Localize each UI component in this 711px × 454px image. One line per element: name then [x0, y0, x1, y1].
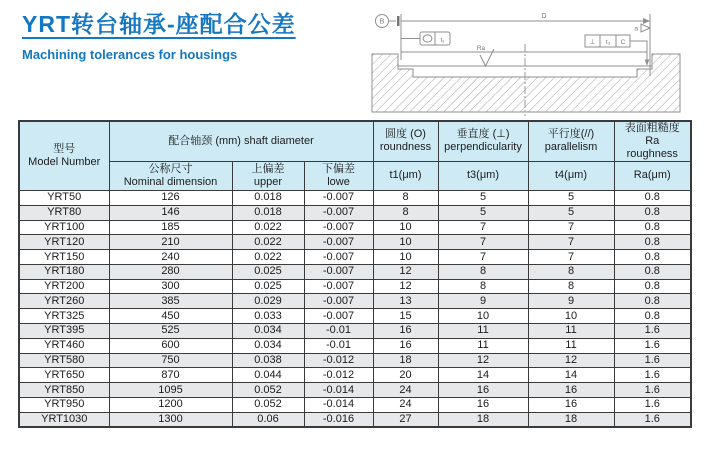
model-cell: YRT580 — [19, 353, 109, 368]
col-header-model: 型号 Model Number — [19, 121, 109, 190]
value-cell: 16 — [438, 383, 528, 398]
value-cell: 0.052 — [232, 398, 304, 413]
value-cell: 10 — [373, 235, 438, 250]
value-cell: 0.8 — [614, 220, 691, 235]
value-cell: 0.044 — [232, 368, 304, 383]
value-cell: -0.007 — [304, 250, 373, 265]
value-cell: 8 — [528, 279, 614, 294]
value-cell: 1300 — [109, 412, 232, 427]
model-cell: YRT325 — [19, 309, 109, 324]
value-cell: 7 — [438, 220, 528, 235]
value-cell: 10 — [438, 309, 528, 324]
value-cell: -0.014 — [304, 383, 373, 398]
svg-text:t₁: t₁ — [440, 37, 445, 44]
value-cell: 11 — [438, 324, 528, 339]
value-cell: 0.034 — [232, 324, 304, 339]
col-header-t1-unit: t1(μm) — [373, 161, 438, 190]
value-cell: 185 — [109, 220, 232, 235]
value-cell: 18 — [438, 412, 528, 427]
value-cell: -0.012 — [304, 368, 373, 383]
table-row — [19, 368, 691, 383]
value-cell: 0.022 — [232, 220, 304, 235]
value-cell: 7 — [528, 235, 614, 250]
model-cell: YRT850 — [19, 383, 109, 398]
value-cell: -0.007 — [304, 220, 373, 235]
table-row — [19, 235, 691, 250]
value-cell: 10 — [373, 220, 438, 235]
table-row — [19, 220, 691, 235]
value-cell: 0.022 — [232, 235, 304, 250]
model-cell: YRT460 — [19, 338, 109, 353]
table-row — [19, 294, 691, 309]
table-row — [19, 383, 691, 398]
value-cell: 16 — [528, 383, 614, 398]
value-cell: 5 — [438, 205, 528, 220]
value-cell: 0.029 — [232, 294, 304, 309]
model-cell: YRT395 — [19, 324, 109, 339]
value-cell: 0.038 — [232, 353, 304, 368]
value-cell: 10 — [528, 309, 614, 324]
col-header-perpendicularity: 垂直度 (⊥) perpendicularity — [438, 121, 528, 161]
value-cell: 5 — [528, 205, 614, 220]
value-cell: -0.01 — [304, 338, 373, 353]
col-header-upper: 上偏差 upper — [232, 161, 304, 190]
value-cell: 126 — [109, 190, 232, 205]
housing-section — [372, 54, 680, 112]
value-cell: -0.007 — [304, 279, 373, 294]
value-cell: 8 — [528, 264, 614, 279]
value-cell: 14 — [528, 368, 614, 383]
table-row — [19, 398, 691, 413]
value-cell: -0.014 — [304, 398, 373, 413]
value-cell: 0.8 — [614, 235, 691, 250]
dimension-tick — [397, 16, 400, 26]
value-cell: 146 — [109, 205, 232, 220]
dimension-arrow — [643, 18, 650, 24]
model-cell: YRT200 — [19, 279, 109, 294]
model-cell: YRT950 — [19, 398, 109, 413]
value-cell: 0.8 — [614, 279, 691, 294]
perpendicularity-symbol-icon: ⊥ — [589, 39, 596, 47]
value-cell: 12 — [528, 353, 614, 368]
datum-flag — [634, 24, 650, 33]
value-cell: 24 — [373, 383, 438, 398]
value-cell: 8 — [438, 264, 528, 279]
table-row — [19, 279, 691, 294]
table-row — [19, 205, 691, 220]
col-header-lower: 下偏差 lowe — [304, 161, 373, 190]
value-cell: 0.8 — [614, 205, 691, 220]
value-cell: 0.025 — [232, 264, 304, 279]
svg-text:t₃: t₃ — [605, 39, 611, 47]
model-cell: YRT260 — [19, 294, 109, 309]
housing-cross-section-drawing — [360, 0, 710, 120]
value-cell: 210 — [109, 235, 232, 250]
table-row — [19, 412, 691, 427]
value-cell: 9 — [438, 294, 528, 309]
model-cell: YRT100 — [19, 220, 109, 235]
model-cell: YRT650 — [19, 368, 109, 383]
model-cell: YRT150 — [19, 250, 109, 265]
col-header-t4-unit: t4(μm) — [528, 161, 614, 190]
value-cell: 11 — [528, 338, 614, 353]
value-cell: 0.8 — [614, 190, 691, 205]
page-title: YRT转台轴承-座配合公差 — [22, 11, 296, 37]
value-cell: -0.007 — [304, 190, 373, 205]
value-cell: 16 — [373, 338, 438, 353]
value-cell: 1.6 — [614, 353, 691, 368]
datum-right-label: a — [634, 25, 638, 33]
value-cell: 1200 — [109, 398, 232, 413]
value-cell: 1.6 — [614, 324, 691, 339]
value-cell: 11 — [438, 338, 528, 353]
value-cell: 1.6 — [614, 412, 691, 427]
value-cell: 13 — [373, 294, 438, 309]
value-cell: 10 — [373, 250, 438, 265]
value-cell: 870 — [109, 368, 232, 383]
value-cell: 12 — [438, 353, 528, 368]
value-cell: 1.6 — [614, 398, 691, 413]
model-cell: YRT180 — [19, 264, 109, 279]
table-row — [19, 353, 691, 368]
value-cell: 18 — [373, 353, 438, 368]
col-header-roughness: 表面粗糙度 Ra roughness — [614, 121, 691, 161]
value-cell: 0.034 — [232, 338, 304, 353]
table-row — [19, 338, 691, 353]
col-header-ra-unit: Ra(μm) — [614, 161, 691, 190]
table-body — [19, 190, 691, 427]
value-cell: 0.018 — [232, 190, 304, 205]
value-cell: 0.8 — [614, 294, 691, 309]
value-cell: 600 — [109, 338, 232, 353]
value-cell: 18 — [528, 412, 614, 427]
value-cell: 14 — [438, 368, 528, 383]
value-cell: 1095 — [109, 383, 232, 398]
title-block — [22, 6, 296, 62]
value-cell: 16 — [373, 324, 438, 339]
value-cell: 0.018 — [232, 205, 304, 220]
value-cell: 11 — [528, 324, 614, 339]
value-cell: 0.025 — [232, 279, 304, 294]
tolerance-frame-roundness — [401, 32, 450, 45]
table-row — [19, 250, 691, 265]
model-cell: YRT80 — [19, 205, 109, 220]
value-cell: 5 — [438, 190, 528, 205]
value-cell: 8 — [373, 190, 438, 205]
col-header-nominal: 公称尺寸 Nominal dimension — [109, 161, 232, 190]
svg-text:C: C — [620, 39, 626, 47]
value-cell: 5 — [528, 190, 614, 205]
value-cell: 27 — [373, 412, 438, 427]
value-cell: 1.6 — [614, 368, 691, 383]
value-cell: 385 — [109, 294, 232, 309]
value-cell: 0.06 — [232, 412, 304, 427]
model-cell: YRT50 — [19, 190, 109, 205]
tolerance-frame-perpendicularity — [585, 35, 649, 66]
table-row — [19, 324, 691, 339]
value-cell: -0.007 — [304, 205, 373, 220]
value-cell: 9 — [528, 294, 614, 309]
value-cell: 12 — [373, 264, 438, 279]
value-cell: 280 — [109, 264, 232, 279]
value-cell: 15 — [373, 309, 438, 324]
value-cell: 750 — [109, 353, 232, 368]
col-header-shaft-group: 配合轴颈 (mm) shaft diameter — [109, 121, 373, 161]
value-cell: 525 — [109, 324, 232, 339]
datum-left-label: B — [379, 18, 385, 26]
value-cell: -0.007 — [304, 294, 373, 309]
table-row — [19, 309, 691, 324]
value-cell: 0.033 — [232, 309, 304, 324]
value-cell: -0.01 — [304, 324, 373, 339]
col-header-t3-unit: t3(μm) — [438, 161, 528, 190]
value-cell: -0.007 — [304, 264, 373, 279]
value-cell: 7 — [528, 250, 614, 265]
page-subtitle: Machining tolerances for housings — [22, 47, 238, 62]
table-row — [19, 264, 691, 279]
value-cell: 240 — [109, 250, 232, 265]
value-cell: 0.052 — [232, 383, 304, 398]
value-cell: -0.012 — [304, 353, 373, 368]
col-header-roundness: 圆度 (O) roundness — [373, 121, 438, 161]
value-cell: 0.022 — [232, 250, 304, 265]
value-cell: 7 — [528, 220, 614, 235]
dimension-label: D — [541, 13, 547, 20]
value-cell: 12 — [373, 279, 438, 294]
housing-diagram — [360, 0, 710, 120]
value-cell: 24 — [373, 398, 438, 413]
value-cell: 0.8 — [614, 309, 691, 324]
value-cell: 16 — [438, 398, 528, 413]
value-cell: 300 — [109, 279, 232, 294]
value-cell: -0.007 — [304, 235, 373, 250]
value-cell: 8 — [438, 279, 528, 294]
value-cell: 7 — [438, 235, 528, 250]
value-cell: 8 — [373, 205, 438, 220]
svg-text:Ra: Ra — [476, 45, 486, 52]
value-cell: -0.007 — [304, 309, 373, 324]
value-cell: 7 — [438, 250, 528, 265]
roughness-symbol — [477, 45, 494, 66]
value-cell: 20 — [373, 368, 438, 383]
value-cell: 1.6 — [614, 383, 691, 398]
value-cell: -0.016 — [304, 412, 373, 427]
value-cell: 1.6 — [614, 338, 691, 353]
value-cell: 450 — [109, 309, 232, 324]
value-cell: 0.8 — [614, 250, 691, 265]
tolerance-table — [18, 120, 692, 428]
col-header-parallelism: 平行度(//) parallelism — [528, 121, 614, 161]
value-cell: 0.8 — [614, 264, 691, 279]
value-cell: 16 — [528, 398, 614, 413]
table-row — [19, 190, 691, 205]
model-cell: YRT120 — [19, 235, 109, 250]
model-cell: YRT1030 — [19, 412, 109, 427]
